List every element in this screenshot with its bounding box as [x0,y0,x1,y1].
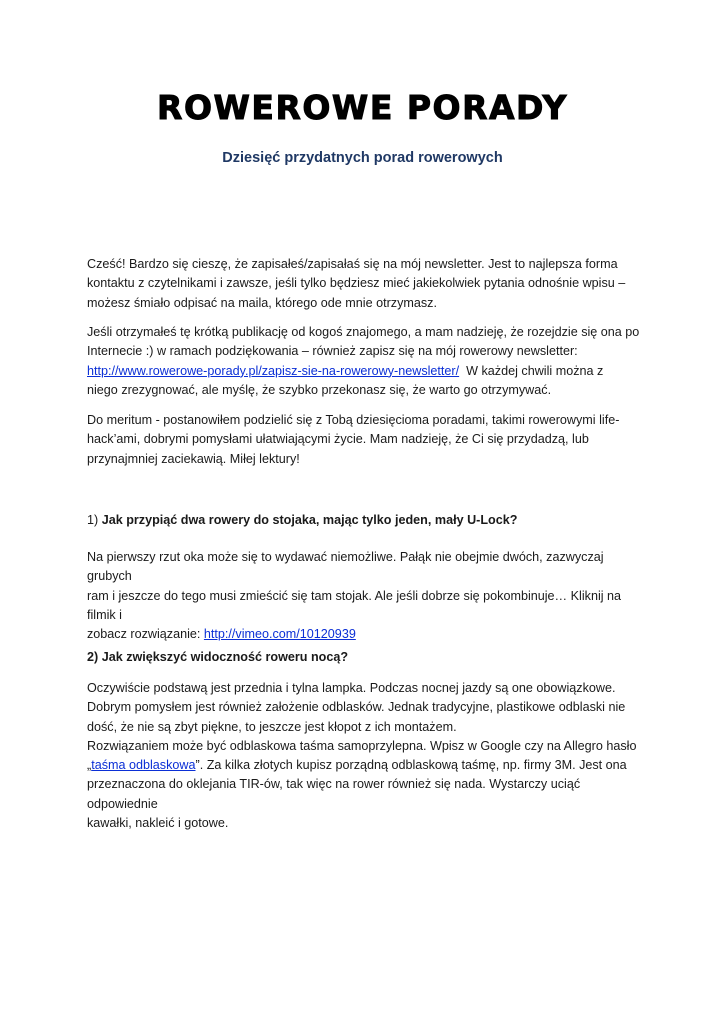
text-line: Na pierwszy rzut oka może się to wydawać niemożliwe. Pałąk nie obejmie dwóch, zazwyczaj grubych [87,550,604,584]
newsletter-link[interactable]: http://www.rowerowe-porady.pl/zapisz-sie-na-rowerowy-newsletter/ [87,363,460,378]
text-span: zobacz rozwiązanie: [87,627,204,642]
tip-1-number: 1) [87,513,102,527]
text-line: przeznaczona do oklejania TIR-ów, tak więc na rower również się nada. Wystarczy uciąć odpowiednie [87,777,581,811]
text-span: W każdej chwili można z [459,363,604,378]
tip-1-question: Jak przypiąć dwa rowery do stojaka, mając tylko jeden, mały U-Lock? [101,513,518,527]
tip-2-question: 2) Jak zwiększyć widoczność roweru nocą? [87,650,349,664]
text-line: kawałki, nakleić i gotowe. [87,816,229,831]
page-logo: ROWEROWE PORADY [157,88,568,127]
tip-2-heading-line [87,648,647,667]
intro-paragraph-3 [87,411,647,469]
text-line: Dobrym pomysłem jest również założenie odblasków. Jednak tradycyjne, plastikowe odblaski nie [87,700,626,715]
text-line: kontaktu z czytelnikami i zawsze, jeśli tylko będziesz mieć jakiekolwiek pytania odnośnie wpisu – [87,276,626,291]
text-span: „ [87,758,92,773]
intro-paragraph-1 [87,255,647,313]
text-line: Rozwiązaniem może być odblaskowa taśma samoprzylepna. Wpisz w Google czy na Allegro hasło [87,738,637,753]
text-span: ”. Za kilka złotych kupisz porządną odblaskową taśmę, np. firmy 3M. Jest ona [195,758,627,773]
text-line: Do meritum - postanowiłem podzielić się z Tobą dziesięcioma poradami, takimi rowerowymi life- [87,413,620,427]
vimeo-link[interactable]: http://vimeo.com/10120939 [203,627,356,642]
text-line: przynajmniej zaciekawią. Miłej lektury! [87,451,300,466]
text-line: ram i jeszcze do tego musi zmieścić się tam stojak. Ale jeśli dobrze się pokombinuje… Kliknij na filmik i [87,588,622,622]
text-line: Oczywiście podstawą jest przednia i tylna lampka. Podczas nocnej jazdy są one obowiązkowe. [87,681,616,695]
tip-2-body [87,679,647,833]
page-subtitle: Dziesięć przydatnych porad rowerowych [222,150,503,166]
tip-1-heading-line [87,511,647,530]
text-line [87,362,647,381]
text-line [87,756,647,775]
text-line: Internecie :) w ramach podziękowania – również zapisz się na mój rowerowy newsletter: [87,344,578,359]
tip-1-body [87,548,647,644]
tip-1-heading [87,511,647,530]
text-line [87,625,647,644]
text-line: możesz śmiało odpisać na maila, którego ode mnie otrzymasz. [87,295,437,310]
text-line: niego zrezygnować, ale myślę, że szybko przekonasz się, że warto go otrzymywać. [87,382,552,397]
intro-paragraph-2 [87,323,647,400]
reflective-tape-link[interactable]: taśma odblaskowa [91,758,196,773]
text-line: Jeśli otrzymałeś tę krótką publikację od kogoś znajomego, a mam nadzieję, że rozejdzie się ona po [87,325,640,339]
tip-2-heading [87,648,647,667]
text-line: Cześć! Bardzo się cieszę, że zapisałeś/zapisałaś się na mój newsletter. Jest to najlepsza forma [87,257,618,271]
text-line: dość, że nie są zbyt piękne, to jeszcze jest kłopot z ich montażem. [87,719,457,734]
text-line: hack’ami, dobrymi pomysłami ułatwiającymi życie. Mam nadzieję, że Ci się przydadzą, lub [87,432,589,447]
